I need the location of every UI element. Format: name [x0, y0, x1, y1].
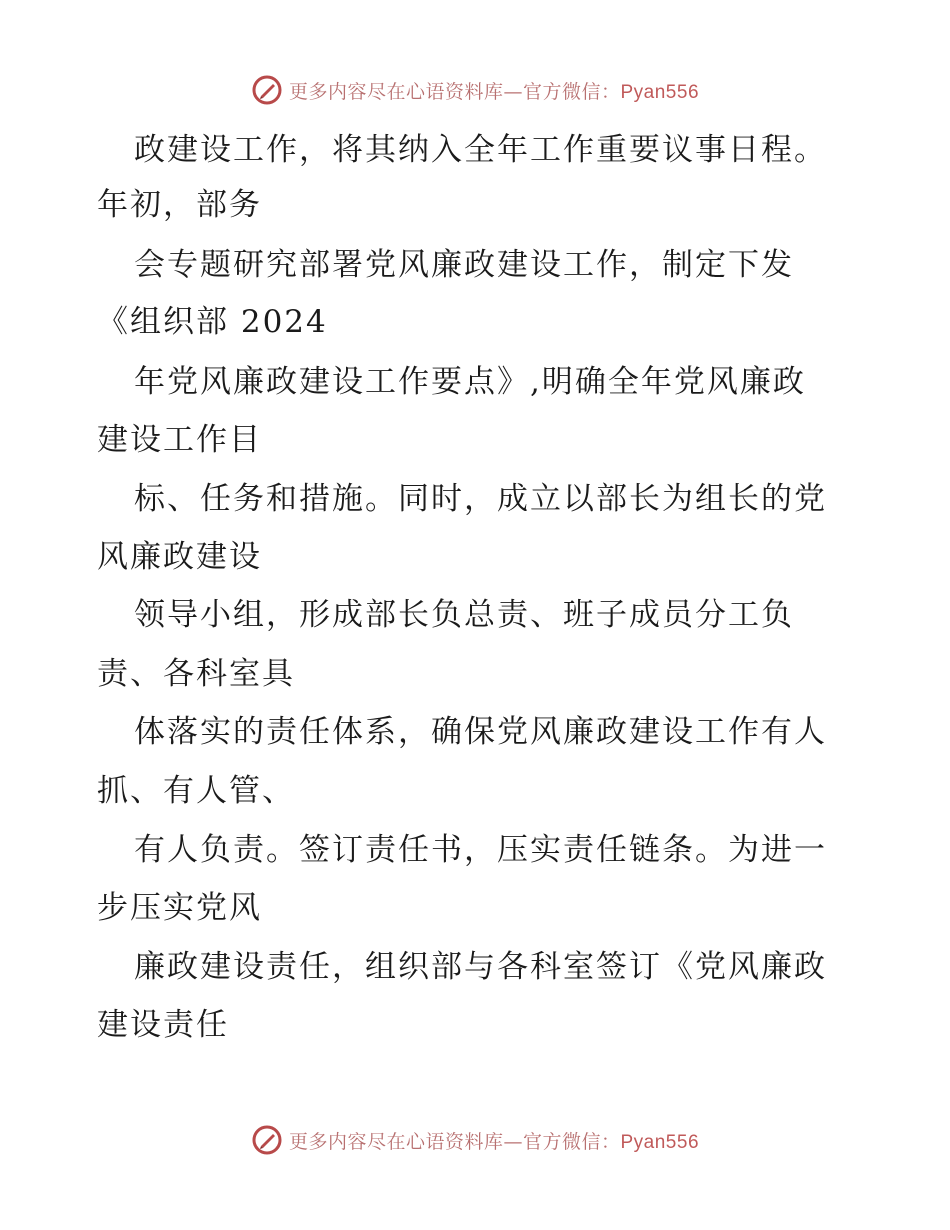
text-line: 体落实的责任体系，确保党风廉政建设工作有人 [134, 714, 827, 750]
banner-label: 更多内容尽在心语资料库—官方微信：Pyan556 [288, 1130, 700, 1153]
text-line: 政建设工作，将其纳入全年工作重要议事日程。 [134, 132, 827, 168]
text-line: 领导小组，形成部长负总责、班子成员分工负 [134, 597, 794, 633]
text-line: 年党风廉政建设工作要点》,明确全年党风廉政 [134, 364, 806, 400]
text-line: 会专题研究部署党风廉政建设工作，制定下发 [134, 247, 794, 283]
text-line: 建设工作目 [97, 422, 262, 458]
banner-label: 更多内容尽在心语资料库—官方微信：Pyan556 [288, 80, 700, 103]
pen-logo-icon [251, 74, 283, 106]
text-line: 建设责任 [97, 1007, 229, 1043]
text-line: 抓、有人管、 [97, 773, 295, 809]
text-line: 有人负责。签订责任书，压实责任链条。为进一 [134, 832, 827, 868]
banner-wechat: Pyan556 [620, 1131, 700, 1153]
text-line: 责、各科室具 [97, 656, 295, 692]
text-line: 《组织部 2024 [97, 304, 328, 340]
text-line: 廉政建设责任，组织部与各科室签订《党风廉政 [134, 949, 827, 985]
text-line: 步压实党风 [97, 890, 262, 926]
text-line: 风廉政建设 [97, 539, 262, 575]
pen-logo-icon [251, 1124, 283, 1156]
footer-banner [0, 1120, 950, 1160]
banner-wechat: Pyan556 [620, 81, 700, 103]
header-banner [0, 70, 950, 110]
text-line: 年初，部务 [97, 187, 262, 223]
text-line: 标、任务和措施。同时，成立以部长为组长的党 [134, 481, 827, 517]
